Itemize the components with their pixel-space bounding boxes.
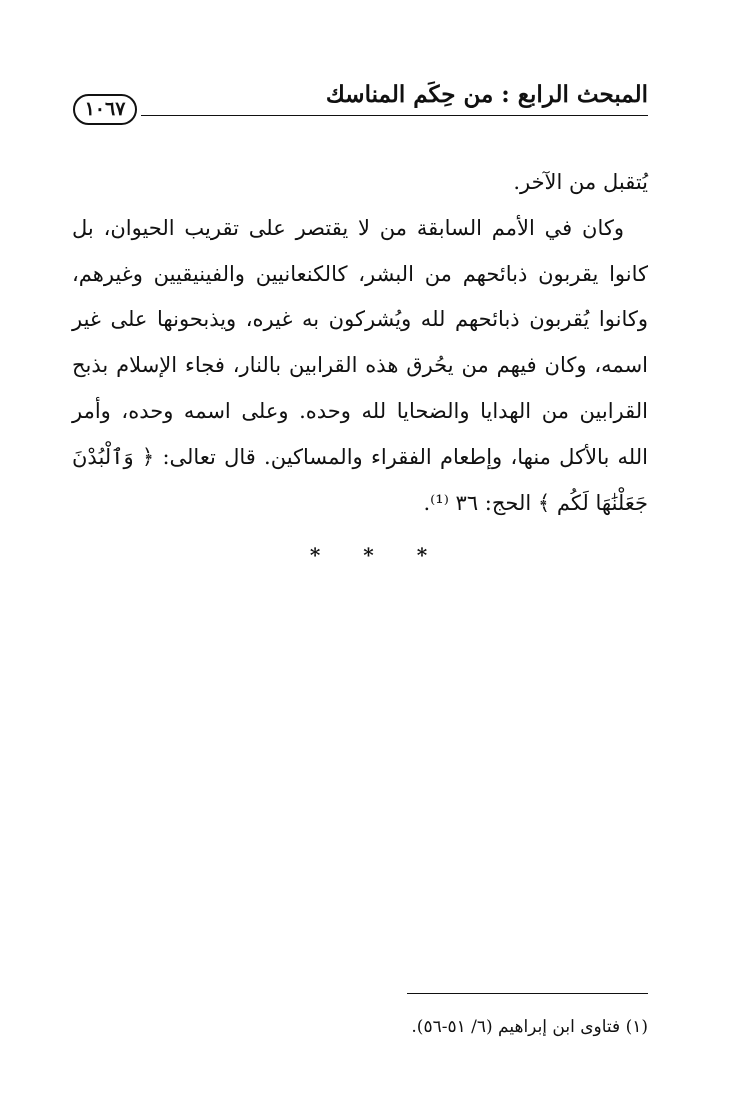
header-rule: [141, 115, 648, 116]
page-header: [73, 78, 648, 128]
chapter-title: المبحث الرابع : من حِكَم المناسك: [325, 81, 648, 108]
body-text: [72, 160, 648, 526]
paragraph: وكان في الأمم السابقة من لا يقتصر على تقريب الحيوان، بل كانوا يقربون ذبائحهم من البشر، كالكنعانيين والفينيقيين وغيرهم، وكانوا يُقربون ذبائحهم لله ويُشركون به غيره، ويذبحونها على غير اسمه، وكان فيهم من يحُرق هذه القرابين بالنار، فجاء الإسلام بذبح القرابين من الهدايا والضحايا لله وحده. وعلى اسمه وحده، وأمر الله بالأكل منها، وإطعام الفقراء والمساكين. قال تعالى: ﴿ وَٱلْبُدْنَ جَعَلْنَٰهَا لَكُم ﴾ الحج: ٣٦ ⁽¹⁾.: [72, 215, 648, 515]
paragraph: يُتقبل من الآخر.: [513, 170, 648, 194]
section-separator: * * *: [309, 543, 446, 567]
page-number-badge: ١٠٦٧: [73, 94, 137, 125]
footnote: (١) فتاوى ابن إبراهيم (٦/ ٥١-٥٦).: [411, 1017, 648, 1037]
footnote-rule: [407, 993, 648, 994]
